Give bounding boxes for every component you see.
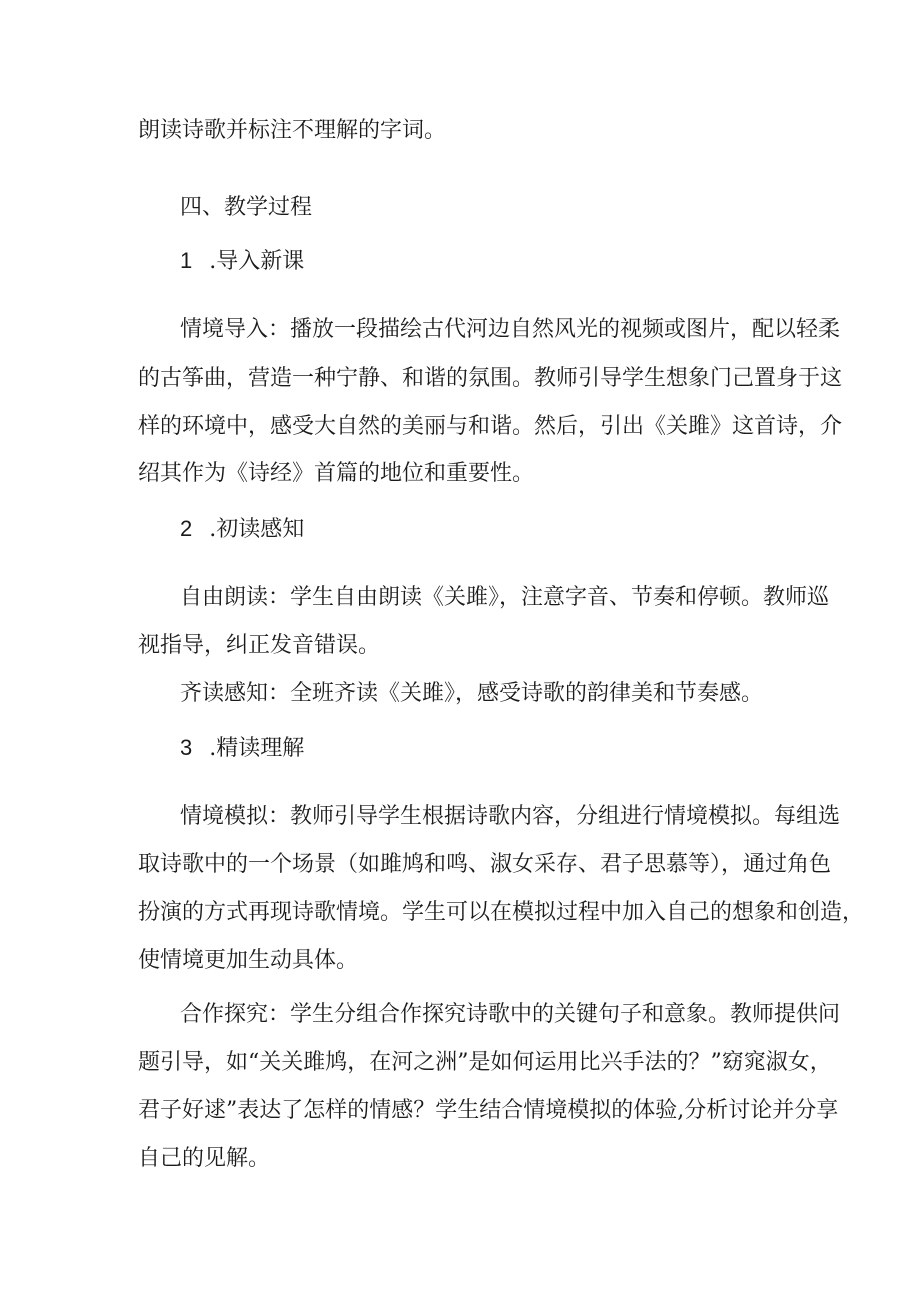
paragraph-line: 视指导，纠正发音错误。 (138, 633, 381, 658)
paragraph-line: 君子好逑”表达了怎样的情感？学生结合情境模拟的体验,分析讨论并分享 (138, 1098, 839, 1123)
step-number: 3 (180, 735, 193, 760)
step-number: 2 (180, 516, 193, 541)
step-heading-2 (180, 514, 304, 545)
step-title: .导入新课 (209, 249, 305, 274)
step-title: .初读感知 (209, 517, 305, 542)
paragraph-line: 自由朗读：学生自由朗读《关雎》，注意字音、节奏和停顿。教师巡 (180, 585, 830, 610)
step-heading-1 (180, 246, 304, 277)
paragraph-line: 样的环境中，感受大自然的美丽与和谐。然后，引出《关雎》这首诗，介 (138, 414, 843, 439)
paragraph-line: 自己的见解。 (138, 1146, 271, 1171)
step-title: .精读理解 (209, 736, 305, 761)
paragraph-line: 合作探究：学生分组合作探究诗歌中的关键句子和意象。教师提供问 (180, 1002, 841, 1027)
paragraph-line: 情境模拟：教师引导学生根据诗歌内容，分组进行情境模拟。每组选 (180, 804, 841, 829)
paragraph-line: 取诗歌中的一个场景（如雎鸠和鸣、淑女采存、君子思慕等），通过角色 (138, 852, 832, 877)
paragraph-line: 的古筝曲，营造一种宁静、和谐的氛围。教师引导学生想象门己置身于这 (138, 366, 843, 391)
paragraph-line: 使情境更加生动具体。 (138, 948, 359, 973)
step-number: 1 (180, 248, 193, 273)
paragraph-line: 绍其作为《诗经》首篇的地位和重要性。 (138, 461, 535, 486)
intro-line: 朗读诗歌并标注不理解的字词。 (138, 118, 447, 143)
section-heading: 四、教学过程 (180, 195, 313, 220)
step-heading-3 (180, 733, 304, 764)
paragraph-line: 情境导入：播放一段描绘古代河边自然风光的视频或图片，配以轻柔 (180, 317, 841, 342)
paragraph-line: 题引导，如“关关雎鸠，在河之洲”是如何运用比兴手法的？”窈窕淑女， (138, 1050, 832, 1075)
paragraph-line: 扮演的方式再现诗歌情境。学生可以在模拟过程中加入自己的想象和创造， (138, 900, 865, 925)
paragraph-line: 齐读感知：全班齐读《关雎》，感受诗歌的韵律美和节奏感。 (180, 681, 764, 706)
